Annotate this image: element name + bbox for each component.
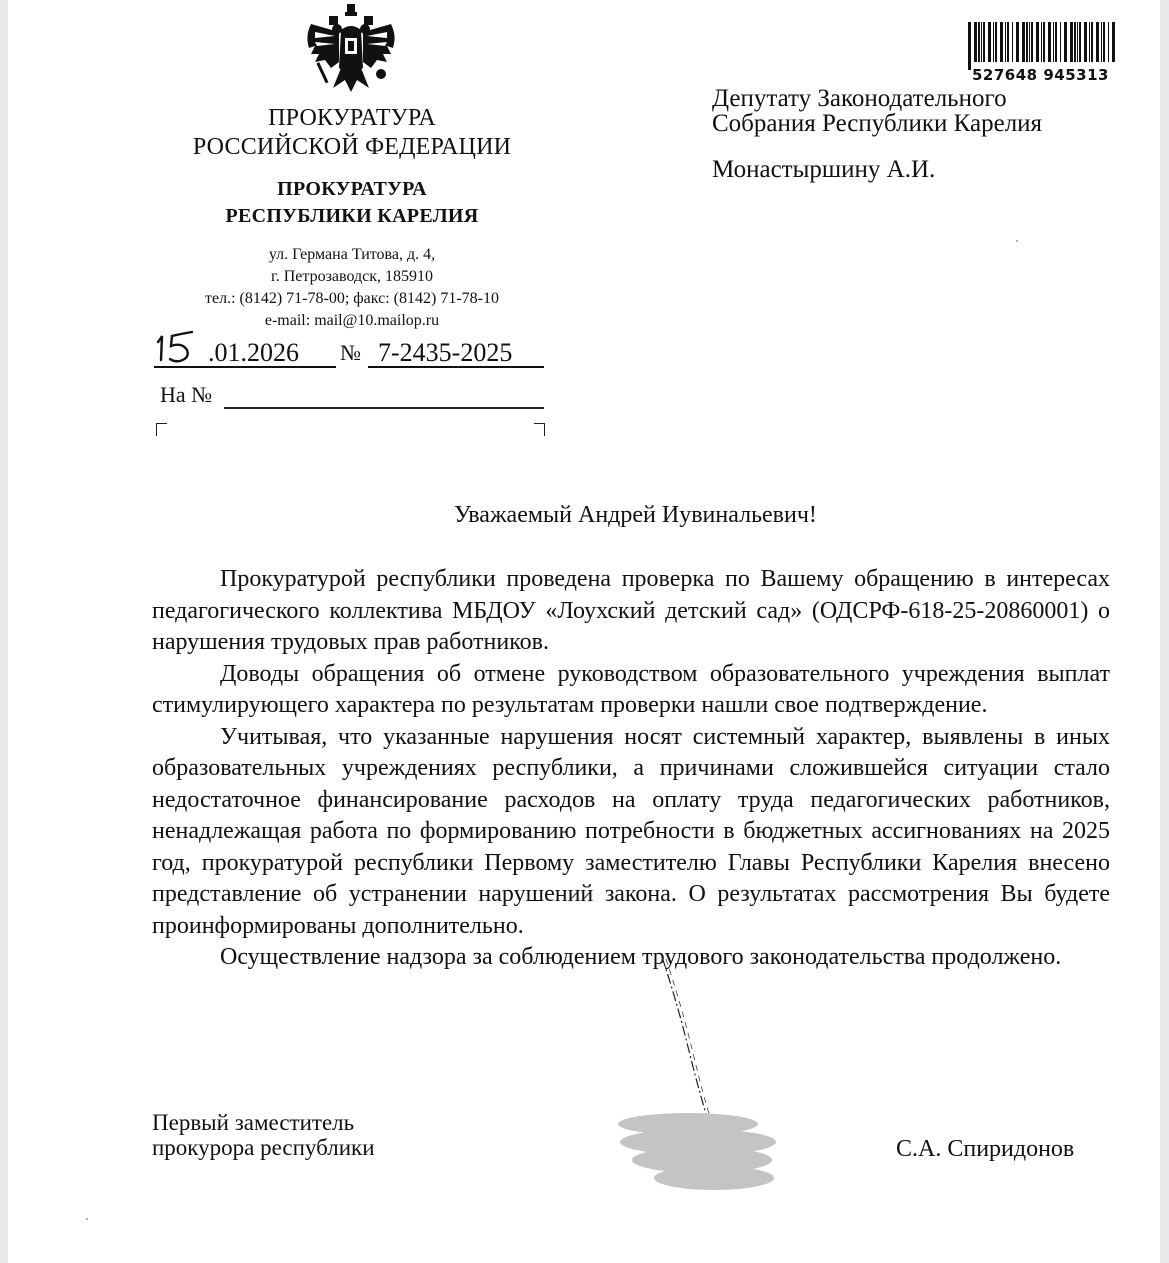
barcode-bar: [1112, 22, 1115, 62]
barcode-bar: [1070, 22, 1073, 62]
barcode-bar: [1064, 22, 1067, 62]
address-street: ул. Германа Титова, д. 4,: [268, 246, 436, 263]
redacted-signature: [614, 1112, 784, 1194]
org-address: [148, 244, 556, 332]
barcode-bar: [1084, 22, 1087, 62]
barcode-bar: [1041, 22, 1042, 62]
org-federal-line-1: ПРОКУРАТУРА: [268, 105, 436, 131]
scan-speck: [86, 1218, 88, 1220]
addressee-line-2: Собрания Республики Карелия: [712, 110, 1043, 137]
barcode-bar: [1005, 22, 1006, 62]
paragraph: Прокуратурой республики проведена проверка по Вашему обращению в интересах педагогического коллектива МБДОУ «Лоухский детский сад» (ОДСРФ-618-25-20860001) о нарушения трудовых прав работников.: [152, 566, 1110, 655]
org-regional: [148, 176, 556, 230]
barcode-bar: [1022, 22, 1025, 62]
barcode-bar: [968, 22, 971, 70]
barcode-bar: [1029, 22, 1030, 62]
barcode-bar: [1079, 22, 1081, 62]
barcode-bar: [981, 22, 982, 62]
barcode-bar: [1077, 22, 1078, 62]
signatory-title-line-1: Первый заместитель: [152, 1110, 355, 1135]
coat-of-arms-icon: [301, 2, 401, 94]
salutation: Уважаемый Андрей Иувинальевич!: [454, 502, 817, 528]
letter-page: [8, 0, 1160, 1263]
barcode-bar: [974, 22, 977, 62]
signatory-title: [152, 1110, 375, 1160]
barcode-bar: [1089, 22, 1090, 62]
addressee-position: [712, 86, 1042, 136]
barcode-digits: 527648 945313: [972, 66, 1109, 84]
address-corner-left: [156, 423, 167, 436]
signatory-title-line-2: прокурора республики: [152, 1135, 375, 1160]
barcode-bar: [1096, 22, 1099, 62]
barcode-bar: [1055, 22, 1057, 62]
barcode-bar: [1074, 22, 1076, 62]
barcode-bar: [988, 22, 991, 62]
address-phone: тел.: (8142) 71-78-00; факс: (8142) 71-78-10: [205, 290, 499, 307]
barcode-bar: [1016, 22, 1019, 62]
barcode-bar: [1043, 22, 1045, 62]
paragraph: Доводы обращения об отмене руководством образовательного учреждения выплат стимулирующего характера по результатам проверки нашли свое подтверждение.: [152, 660, 1110, 718]
paragraph: Осуществление надзора за соблюдением трудового законодательства продолжено.: [220, 944, 1062, 970]
barcode-bar: [1000, 22, 1003, 62]
barcode-bar: [1026, 22, 1028, 62]
barcode-bar: [1007, 22, 1009, 62]
barcode-bar: [1053, 22, 1054, 62]
barcode-bar: [1108, 22, 1109, 62]
address-city: г. Петрозаводск, 185910: [270, 268, 434, 285]
addressee-line-1: Депутату Законодательного: [712, 85, 1007, 112]
number-sign: №: [340, 340, 361, 365]
org-federal-line-2: РОССИЙСКОЙ ФЕДЕРАЦИИ: [192, 134, 512, 160]
reply-to-label: На №: [160, 382, 213, 407]
barcode-bar: [1103, 22, 1105, 62]
barcode-bar: [1091, 22, 1093, 62]
barcode-bar: [1036, 22, 1039, 62]
registration-number: 7-2435-2025: [378, 338, 513, 367]
reply-to-underline: [224, 407, 544, 409]
org-regional-line-2: РЕСПУБЛИКИ КАРЕЛИЯ: [225, 205, 479, 227]
signature-stroke: [648, 955, 728, 1125]
paragraph: Учитывая, что указанные нарушения носят системный характер, выявлены в иных образовательных учреждениях республики, а причинами сложившейся ситуации стало недостаточное финансирование расходов на оплату труда педагогических работников, ненадлежащая работа по формированию потребности в бюджетных ассигнованиях на 2025 год, прокуратурой республики Первому заместителю Главы Республики Карелия внесено представление об устранении нарушений закона. О результатах рассмотрения Вы будете проинформированы дополнительно.: [152, 723, 1110, 939]
org-federal: [148, 104, 556, 162]
scan-speck: [1016, 240, 1018, 242]
handwritten-day: [154, 328, 198, 366]
barcode-bar: [995, 22, 997, 62]
barcode-bar: [978, 22, 980, 62]
date-month-year: .01.2026: [208, 338, 299, 367]
address-email: e-mail: mail@10.mailop.ru: [264, 312, 440, 329]
barcode-icon: [966, 22, 1122, 70]
signatory-name: С.А. Спиридонов: [896, 1136, 1075, 1162]
barcode-bar: [1012, 22, 1013, 62]
barcode-bar: [993, 22, 994, 62]
addressee-name: Монастыршину А.И.: [712, 156, 936, 183]
registration-row: [154, 330, 554, 370]
barcode-bar: [1060, 22, 1061, 62]
org-regional-line-1: ПРОКУРАТУРА: [277, 178, 427, 200]
address-corner-right: [534, 423, 545, 436]
barcode-bar: [1031, 22, 1033, 62]
barcode-bar: [983, 22, 985, 62]
letter-body: [152, 564, 1110, 974]
barcode-bar: [1048, 22, 1051, 62]
barcode-bar: [1101, 22, 1102, 62]
